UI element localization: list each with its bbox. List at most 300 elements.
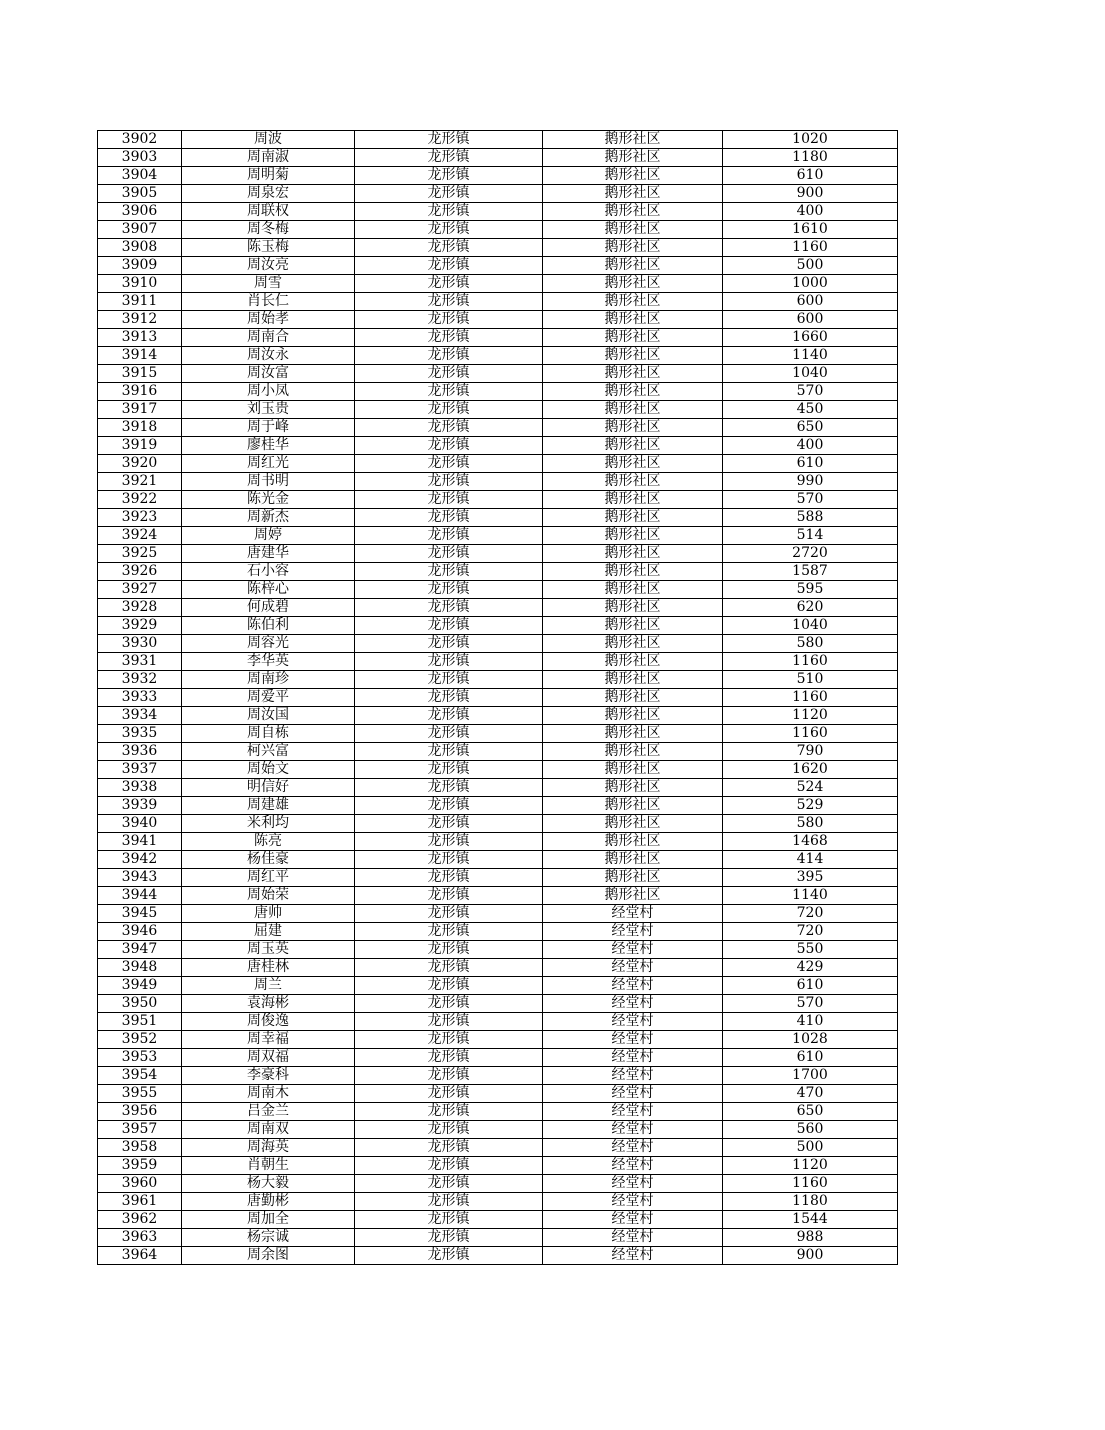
amount-cell: 429 [723,959,898,977]
name-cell: 周新杰 [182,509,355,527]
amount-cell: 610 [723,1049,898,1067]
village-cell: 鹅形社区 [543,887,723,905]
row-number-cell: 3905 [98,185,182,203]
village-cell: 经堂村 [543,1139,723,1157]
town-cell: 龙形镇 [355,1211,543,1229]
row-number-cell: 3931 [98,653,182,671]
table-row [98,437,898,455]
amount-cell: 650 [723,419,898,437]
village-cell: 鹅形社区 [543,347,723,365]
amount-cell: 1180 [723,149,898,167]
town-cell: 龙形镇 [355,977,543,995]
table-row [98,833,898,851]
table-row [98,959,898,977]
row-number-cell: 3947 [98,941,182,959]
row-number-cell: 3907 [98,221,182,239]
name-cell: 周汝国 [182,707,355,725]
village-cell: 鹅形社区 [543,797,723,815]
amount-cell: 720 [723,923,898,941]
table-row [98,131,898,149]
village-cell: 鹅形社区 [543,185,723,203]
name-cell: 周玉英 [182,941,355,959]
table-row [98,1229,898,1247]
table-row [98,1067,898,1085]
village-cell: 鹅形社区 [543,149,723,167]
row-number-cell: 3949 [98,977,182,995]
table-row [98,149,898,167]
amount-cell: 595 [723,581,898,599]
amount-cell: 560 [723,1121,898,1139]
table-row [98,455,898,473]
table-row [98,203,898,221]
name-cell: 陈光金 [182,491,355,509]
name-cell: 唐勤彬 [182,1193,355,1211]
row-number-cell: 3942 [98,851,182,869]
amount-cell: 1700 [723,1067,898,1085]
row-number-cell: 3933 [98,689,182,707]
table-row [98,167,898,185]
row-number-cell: 3920 [98,455,182,473]
amount-cell: 1040 [723,617,898,635]
village-cell: 鹅形社区 [543,401,723,419]
table-row [98,797,898,815]
name-cell: 杨佳豪 [182,851,355,869]
name-cell: 吕金兰 [182,1103,355,1121]
name-cell: 周汝永 [182,347,355,365]
town-cell: 龙形镇 [355,1031,543,1049]
table-row [98,563,898,581]
town-cell: 龙形镇 [355,221,543,239]
town-cell: 龙形镇 [355,1247,543,1265]
name-cell: 周余图 [182,1247,355,1265]
village-cell: 鹅形社区 [543,869,723,887]
town-cell: 龙形镇 [355,707,543,725]
village-cell: 鹅形社区 [543,707,723,725]
town-cell: 龙形镇 [355,509,543,527]
town-cell: 龙形镇 [355,419,543,437]
row-number-cell: 3928 [98,599,182,617]
amount-cell: 900 [723,1247,898,1265]
name-cell: 周兰 [182,977,355,995]
amount-cell: 500 [723,1139,898,1157]
table-row [98,617,898,635]
row-number-cell: 3930 [98,635,182,653]
amount-cell: 529 [723,797,898,815]
table-row [98,311,898,329]
row-number-cell: 3962 [98,1211,182,1229]
name-cell: 陈玉梅 [182,239,355,257]
village-cell: 鹅形社区 [543,599,723,617]
town-cell: 龙形镇 [355,1175,543,1193]
amount-cell: 400 [723,437,898,455]
name-cell: 明信好 [182,779,355,797]
row-number-cell: 3922 [98,491,182,509]
name-cell: 陈亮 [182,833,355,851]
amount-cell: 1020 [723,131,898,149]
row-number-cell: 3944 [98,887,182,905]
village-cell: 鹅形社区 [543,167,723,185]
name-cell: 周泉宏 [182,185,355,203]
amount-cell: 988 [723,1229,898,1247]
village-cell: 鹅形社区 [543,851,723,869]
name-cell: 周波 [182,131,355,149]
village-cell: 鹅形社区 [543,293,723,311]
name-cell: 肖长仁 [182,293,355,311]
table-row [98,347,898,365]
village-cell: 经堂村 [543,1157,723,1175]
amount-cell: 720 [723,905,898,923]
town-cell: 龙形镇 [355,779,543,797]
row-number-cell: 3937 [98,761,182,779]
table-row [98,635,898,653]
name-cell: 周容光 [182,635,355,653]
amount-cell: 1610 [723,221,898,239]
row-number-cell: 3934 [98,707,182,725]
amount-cell: 1160 [723,1175,898,1193]
row-number-cell: 3963 [98,1229,182,1247]
row-number-cell: 3926 [98,563,182,581]
name-cell: 周汝亮 [182,257,355,275]
town-cell: 龙形镇 [355,689,543,707]
row-number-cell: 3919 [98,437,182,455]
village-cell: 鹅形社区 [543,131,723,149]
table-row [98,779,898,797]
town-cell: 龙形镇 [355,635,543,653]
village-cell: 鹅形社区 [543,437,723,455]
town-cell: 龙形镇 [355,1193,543,1211]
town-cell: 龙形镇 [355,995,543,1013]
amount-cell: 570 [723,995,898,1013]
table-row [98,1085,898,1103]
table-row [98,977,898,995]
name-cell: 周海英 [182,1139,355,1157]
amount-cell: 580 [723,635,898,653]
table-row [98,239,898,257]
amount-cell: 1660 [723,329,898,347]
row-number-cell: 3914 [98,347,182,365]
table-row [98,293,898,311]
amount-cell: 588 [723,509,898,527]
name-cell: 周南双 [182,1121,355,1139]
row-number-cell: 3964 [98,1247,182,1265]
village-cell: 经堂村 [543,1067,723,1085]
amount-cell: 524 [723,779,898,797]
table-row [98,1193,898,1211]
name-cell: 周南珍 [182,671,355,689]
row-number-cell: 3940 [98,815,182,833]
name-cell: 唐帅 [182,905,355,923]
data-table [97,130,898,1265]
village-cell: 经堂村 [543,1193,723,1211]
amount-cell: 1160 [723,689,898,707]
village-cell: 鹅形社区 [543,257,723,275]
village-cell: 经堂村 [543,1013,723,1031]
village-cell: 鹅形社区 [543,563,723,581]
name-cell: 周南淑 [182,149,355,167]
town-cell: 龙形镇 [355,725,543,743]
town-cell: 龙形镇 [355,1013,543,1031]
table-row [98,1247,898,1265]
table-row [98,581,898,599]
village-cell: 经堂村 [543,941,723,959]
amount-cell: 410 [723,1013,898,1031]
name-cell: 李豪科 [182,1067,355,1085]
town-cell: 龙形镇 [355,491,543,509]
village-cell: 鹅形社区 [543,473,723,491]
amount-cell: 414 [723,851,898,869]
table-row [98,1031,898,1049]
town-cell: 龙形镇 [355,869,543,887]
amount-cell: 650 [723,1103,898,1121]
town-cell: 龙形镇 [355,815,543,833]
table-row [98,1139,898,1157]
village-cell: 鹅形社区 [543,653,723,671]
name-cell: 周红平 [182,869,355,887]
row-number-cell: 3953 [98,1049,182,1067]
table-row [98,1121,898,1139]
town-cell: 龙形镇 [355,653,543,671]
amount-cell: 1120 [723,707,898,725]
name-cell: 陈伯利 [182,617,355,635]
town-cell: 龙形镇 [355,599,543,617]
row-number-cell: 3936 [98,743,182,761]
village-cell: 鹅形社区 [543,455,723,473]
name-cell: 周南木 [182,1085,355,1103]
name-cell: 周小凤 [182,383,355,401]
village-cell: 鹅形社区 [543,617,723,635]
amount-cell: 1620 [723,761,898,779]
town-cell: 龙形镇 [355,329,543,347]
table-row [98,599,898,617]
name-cell: 周幸福 [182,1031,355,1049]
table-row [98,1175,898,1193]
row-number-cell: 3921 [98,473,182,491]
town-cell: 龙形镇 [355,1121,543,1139]
village-cell: 经堂村 [543,1175,723,1193]
row-number-cell: 3904 [98,167,182,185]
row-number-cell: 3952 [98,1031,182,1049]
row-number-cell: 3956 [98,1103,182,1121]
town-cell: 龙形镇 [355,581,543,599]
town-cell: 龙形镇 [355,1049,543,1067]
amount-cell: 1028 [723,1031,898,1049]
row-number-cell: 3959 [98,1157,182,1175]
town-cell: 龙形镇 [355,905,543,923]
amount-cell: 570 [723,491,898,509]
town-cell: 龙形镇 [355,437,543,455]
name-cell: 周自栋 [182,725,355,743]
town-cell: 龙形镇 [355,1229,543,1247]
town-cell: 龙形镇 [355,311,543,329]
town-cell: 龙形镇 [355,203,543,221]
table-row [98,671,898,689]
row-number-cell: 3958 [98,1139,182,1157]
amount-cell: 610 [723,167,898,185]
amount-cell: 2720 [723,545,898,563]
town-cell: 龙形镇 [355,797,543,815]
town-cell: 龙形镇 [355,941,543,959]
village-cell: 鹅形社区 [543,203,723,221]
row-number-cell: 3909 [98,257,182,275]
name-cell: 周南合 [182,329,355,347]
amount-cell: 1160 [723,653,898,671]
row-number-cell: 3950 [98,995,182,1013]
name-cell: 周俊逸 [182,1013,355,1031]
town-cell: 龙形镇 [355,743,543,761]
village-cell: 经堂村 [543,1031,723,1049]
amount-cell: 550 [723,941,898,959]
name-cell: 何成碧 [182,599,355,617]
row-number-cell: 3903 [98,149,182,167]
table-row [98,257,898,275]
table-row [98,941,898,959]
row-number-cell: 3906 [98,203,182,221]
table-row [98,509,898,527]
row-number-cell: 3935 [98,725,182,743]
name-cell: 唐桂林 [182,959,355,977]
amount-cell: 570 [723,383,898,401]
name-cell: 周始孝 [182,311,355,329]
village-cell: 经堂村 [543,1247,723,1265]
town-cell: 龙形镇 [355,527,543,545]
amount-cell: 600 [723,293,898,311]
village-cell: 鹅形社区 [543,815,723,833]
village-cell: 经堂村 [543,1049,723,1067]
name-cell: 米利均 [182,815,355,833]
table-row [98,1013,898,1031]
town-cell: 龙形镇 [355,671,543,689]
amount-cell: 610 [723,977,898,995]
amount-cell: 1160 [723,239,898,257]
name-cell: 周汝富 [182,365,355,383]
table-row [98,905,898,923]
row-number-cell: 3911 [98,293,182,311]
row-number-cell: 3902 [98,131,182,149]
row-number-cell: 3948 [98,959,182,977]
row-number-cell: 3938 [98,779,182,797]
amount-cell: 1140 [723,887,898,905]
row-number-cell: 3955 [98,1085,182,1103]
amount-cell: 1544 [723,1211,898,1229]
town-cell: 龙形镇 [355,473,543,491]
row-number-cell: 3954 [98,1067,182,1085]
village-cell: 鹅形社区 [543,671,723,689]
village-cell: 鹅形社区 [543,725,723,743]
table-row [98,491,898,509]
table-row [98,365,898,383]
amount-cell: 470 [723,1085,898,1103]
row-number-cell: 3917 [98,401,182,419]
name-cell: 周于峰 [182,419,355,437]
town-cell: 龙形镇 [355,563,543,581]
table-row [98,1103,898,1121]
row-number-cell: 3916 [98,383,182,401]
town-cell: 龙形镇 [355,1103,543,1121]
village-cell: 鹅形社区 [543,275,723,293]
name-cell: 刘玉贵 [182,401,355,419]
amount-cell: 1160 [723,725,898,743]
table-row [98,383,898,401]
row-number-cell: 3939 [98,797,182,815]
row-number-cell: 3927 [98,581,182,599]
amount-cell: 395 [723,869,898,887]
village-cell: 经堂村 [543,959,723,977]
amount-cell: 900 [723,185,898,203]
name-cell: 陈梓心 [182,581,355,599]
row-number-cell: 3913 [98,329,182,347]
row-number-cell: 3961 [98,1193,182,1211]
village-cell: 鹅形社区 [543,689,723,707]
table-row [98,1157,898,1175]
village-cell: 经堂村 [543,995,723,1013]
row-number-cell: 3957 [98,1121,182,1139]
town-cell: 龙形镇 [355,1067,543,1085]
name-cell: 周爱平 [182,689,355,707]
village-cell: 经堂村 [543,923,723,941]
village-cell: 经堂村 [543,977,723,995]
village-cell: 鹅形社区 [543,491,723,509]
table-row [98,923,898,941]
town-cell: 龙形镇 [355,455,543,473]
town-cell: 龙形镇 [355,239,543,257]
row-number-cell: 3918 [98,419,182,437]
town-cell: 龙形镇 [355,923,543,941]
row-number-cell: 3951 [98,1013,182,1031]
town-cell: 龙形镇 [355,959,543,977]
name-cell: 石小容 [182,563,355,581]
village-cell: 鹅形社区 [543,635,723,653]
name-cell: 周建雄 [182,797,355,815]
town-cell: 龙形镇 [355,1157,543,1175]
village-cell: 鹅形社区 [543,833,723,851]
village-cell: 鹅形社区 [543,419,723,437]
name-cell: 周始文 [182,761,355,779]
row-number-cell: 3960 [98,1175,182,1193]
town-cell: 龙形镇 [355,761,543,779]
village-cell: 经堂村 [543,1085,723,1103]
table-row [98,725,898,743]
town-cell: 龙形镇 [355,401,543,419]
name-cell: 周联权 [182,203,355,221]
name-cell: 袁海彬 [182,995,355,1013]
name-cell: 周婷 [182,527,355,545]
village-cell: 经堂村 [543,1229,723,1247]
table-row [98,815,898,833]
name-cell: 周红光 [182,455,355,473]
village-cell: 鹅形社区 [543,311,723,329]
row-number-cell: 3912 [98,311,182,329]
amount-cell: 1120 [723,1157,898,1175]
table-row [98,743,898,761]
village-cell: 鹅形社区 [543,239,723,257]
town-cell: 龙形镇 [355,383,543,401]
row-number-cell: 3910 [98,275,182,293]
table-body [98,131,898,1265]
village-cell: 鹅形社区 [543,545,723,563]
name-cell: 周双福 [182,1049,355,1067]
village-cell: 鹅形社区 [543,527,723,545]
row-number-cell: 3943 [98,869,182,887]
town-cell: 龙形镇 [355,149,543,167]
table-row [98,1049,898,1067]
village-cell: 鹅形社区 [543,581,723,599]
row-number-cell: 3932 [98,671,182,689]
table-row [98,401,898,419]
row-number-cell: 3915 [98,365,182,383]
table-row [98,419,898,437]
town-cell: 龙形镇 [355,257,543,275]
amount-cell: 1468 [723,833,898,851]
